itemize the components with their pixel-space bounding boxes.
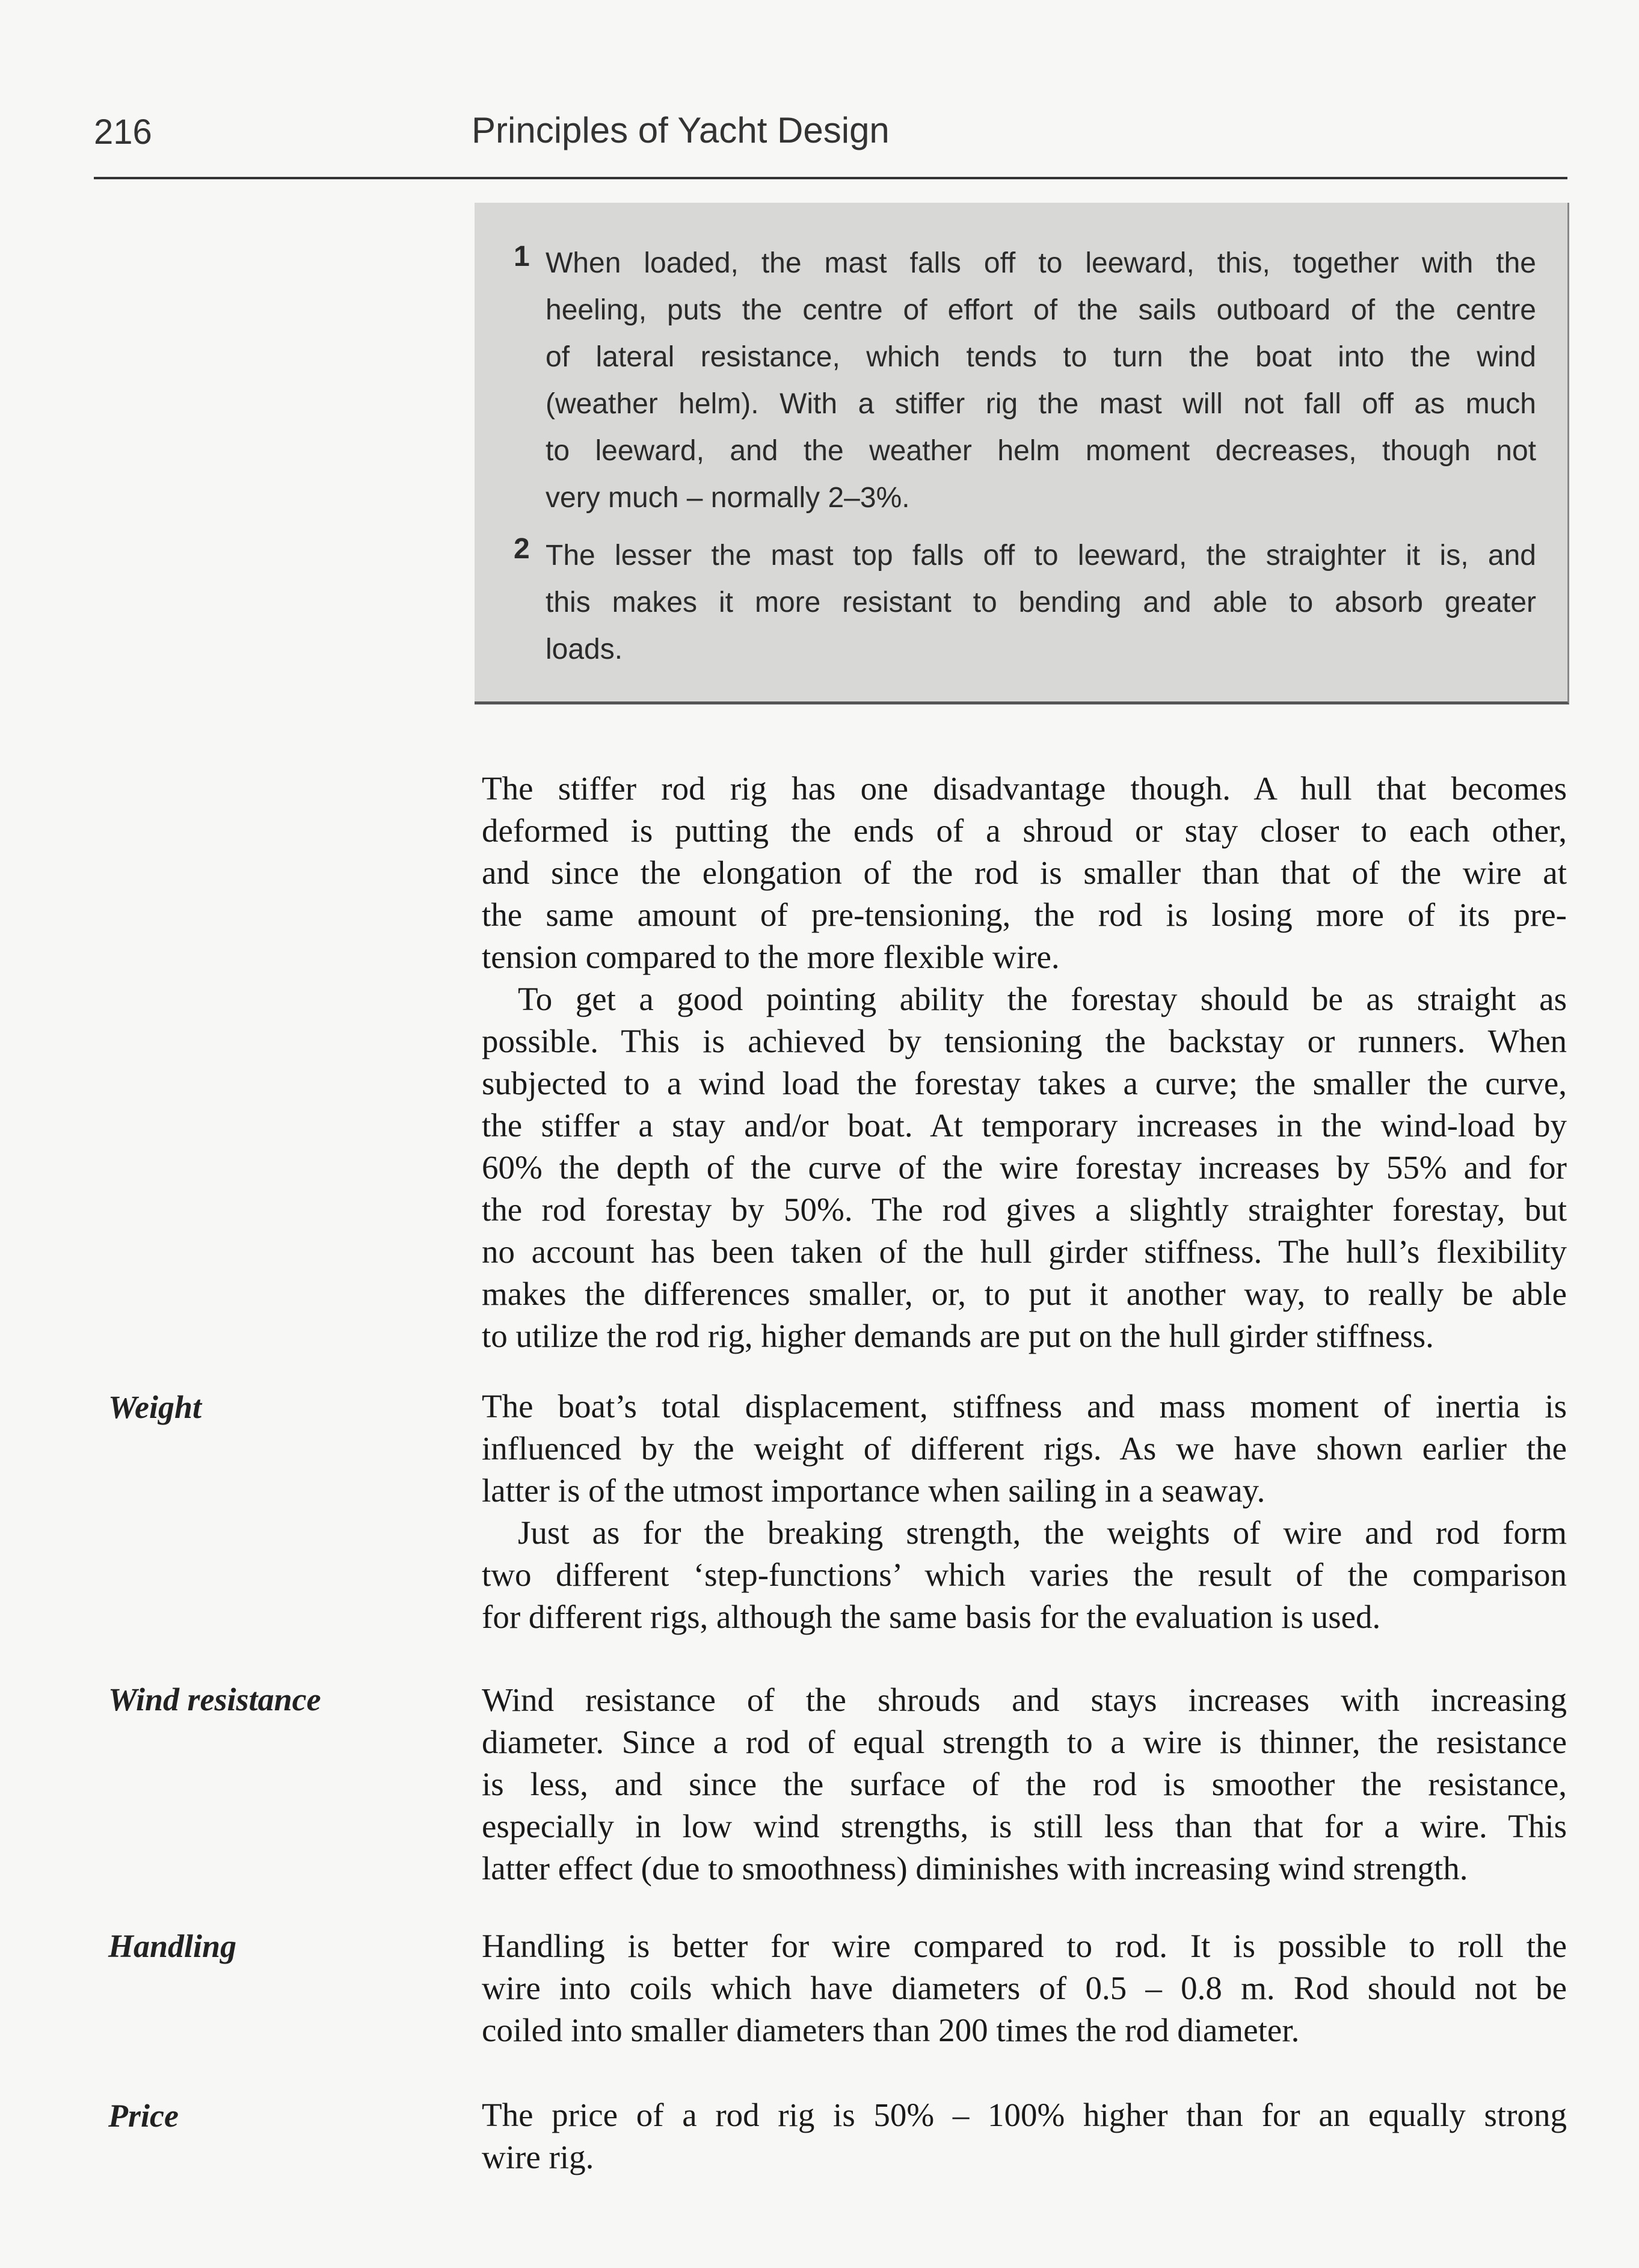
text-line: 60% the depth of the curve of the wire forestay increases by 55% and for <box>482 1149 1567 1186</box>
text-line: latter is of the utmost importance when sailing in a seaway. <box>482 1472 1265 1509</box>
text-line: tension compared to the more flexible wire. <box>482 938 1060 975</box>
paragraph <box>482 1385 1567 1512</box>
note-number: 2 <box>514 533 530 565</box>
paragraph <box>482 978 1567 1357</box>
text-line: of lateral resistance, which tends to turn the boat into the wind <box>546 341 1536 373</box>
text-line: to utilize the rod rig, higher demands are put on the hull girder stiffness. <box>482 1317 1434 1354</box>
text-line: diameter. Since a rod of equal strength to a wire is thinner, the resistance <box>482 1724 1567 1760</box>
text-line: Wind resistance of the shrouds and stays increases with increasing <box>482 1681 1567 1718</box>
text-line: wire rig. <box>482 2139 594 2175</box>
text-line: is less, and since the surface of the rod is smoother the resistance, <box>482 1766 1567 1802</box>
side-label-handling: Handling <box>108 1928 237 1964</box>
text-line: coiled into smaller diameters than 200 times the rod diameter. <box>482 2012 1300 2048</box>
text-line: very much – normally 2–3%. <box>546 482 910 514</box>
note-item-1 <box>514 240 1536 522</box>
text-line: especially in low wind strengths, is still less than that for a wire. This <box>482 1808 1567 1844</box>
text-line: loads. <box>546 633 623 665</box>
text-line: no account has been taken of the hull girder stiffness. The hull’s flexibility <box>482 1233 1567 1270</box>
running-title: Principles of Yacht Design <box>472 110 890 150</box>
text-line: When loaded, the mast falls off to leeward, this, together with the <box>546 247 1536 279</box>
text-line: makes the differences smaller, or, to put it another way, to really be able <box>482 1275 1567 1312</box>
section-intro <box>482 768 1567 1357</box>
text-line: the same amount of pre-tensioning, the rod is losing more of its pre- <box>482 896 1567 933</box>
text-line: To get a good pointing ability the forestay should be as straight as <box>518 981 1567 1017</box>
side-label-price: Price <box>108 2098 179 2134</box>
side-label-wind-resistance: Wind resistance <box>108 1681 321 1718</box>
text-line: wire into coils which have diameters of 0.5 – 0.8 m. Rod should not be <box>482 1970 1567 2006</box>
text-line: this makes it more resistant to bending and able to absorb greater <box>546 587 1536 618</box>
paragraph <box>482 768 1567 978</box>
text-line: subjected to a wind load the forestay takes a curve; the smaller the curve, <box>482 1065 1567 1102</box>
note-number: 1 <box>514 241 530 273</box>
note-text <box>546 240 1536 522</box>
page-number: 216 <box>94 112 152 152</box>
text-line: to leeward, and the weather helm moment decreases, though not <box>546 435 1536 467</box>
text-line: latter effect (due to smoothness) diminishes with increasing wind strength. <box>482 1850 1468 1887</box>
text-line: two different ‘step-functions’ which varies the result of the comparison <box>482 1556 1567 1593</box>
text-line: the rod forestay by 50%. The rod gives a slightly straighter forestay, but <box>482 1191 1567 1228</box>
paragraph <box>482 1925 1567 2051</box>
text-line: heeling, puts the centre of effort of the sails outboard of the centre <box>546 294 1536 326</box>
note-box <box>475 203 1569 704</box>
text-line: The price of a rod rig is 50% – 100% higher than for an equally strong <box>482 2097 1567 2133</box>
paragraph <box>482 1512 1567 1638</box>
paragraph <box>482 1679 1567 1890</box>
section-handling <box>482 1925 1567 2051</box>
text-line: influenced by the weight of different rigs. As we have shown earlier the <box>482 1430 1567 1467</box>
paragraph <box>482 2094 1567 2178</box>
side-label-weight: Weight <box>108 1389 202 1425</box>
text-line: (weather helm). With a stiffer rig the mast will not fall off as much <box>546 388 1536 420</box>
text-line: deformed is putting the ends of a shroud or stay closer to each other, <box>482 812 1567 849</box>
text-line: The lesser the mast top falls off to leeward, the straighter it is, and <box>546 540 1536 572</box>
text-line: possible. This is achieved by tensioning the backstay or runners. When <box>482 1023 1567 1059</box>
text-line: Just as for the breaking strength, the weights of wire and rod form <box>518 1514 1567 1551</box>
text-line: The stiffer rod rig has one disadvantage though. A hull that becomes <box>482 770 1567 807</box>
section-weight <box>482 1385 1567 1638</box>
text-line: Handling is better for wire compared to rod. It is possible to roll the <box>482 1927 1567 1964</box>
section-price <box>482 2094 1567 2178</box>
note-text <box>546 532 1536 673</box>
section-wind-resistance <box>482 1679 1567 1890</box>
text-line: The boat’s total displacement, stiffness and mass moment of inertia is <box>482 1388 1567 1425</box>
text-line: the stiffer a stay and/or boat. At temporary increases in the wind-load by <box>482 1107 1567 1144</box>
header-rule <box>94 177 1567 179</box>
text-line: and since the elongation of the rod is smaller than that of the wire at <box>482 854 1567 891</box>
note-item-2 <box>514 532 1536 673</box>
text-line: for different rigs, although the same basis for the evaluation is used. <box>482 1598 1381 1635</box>
